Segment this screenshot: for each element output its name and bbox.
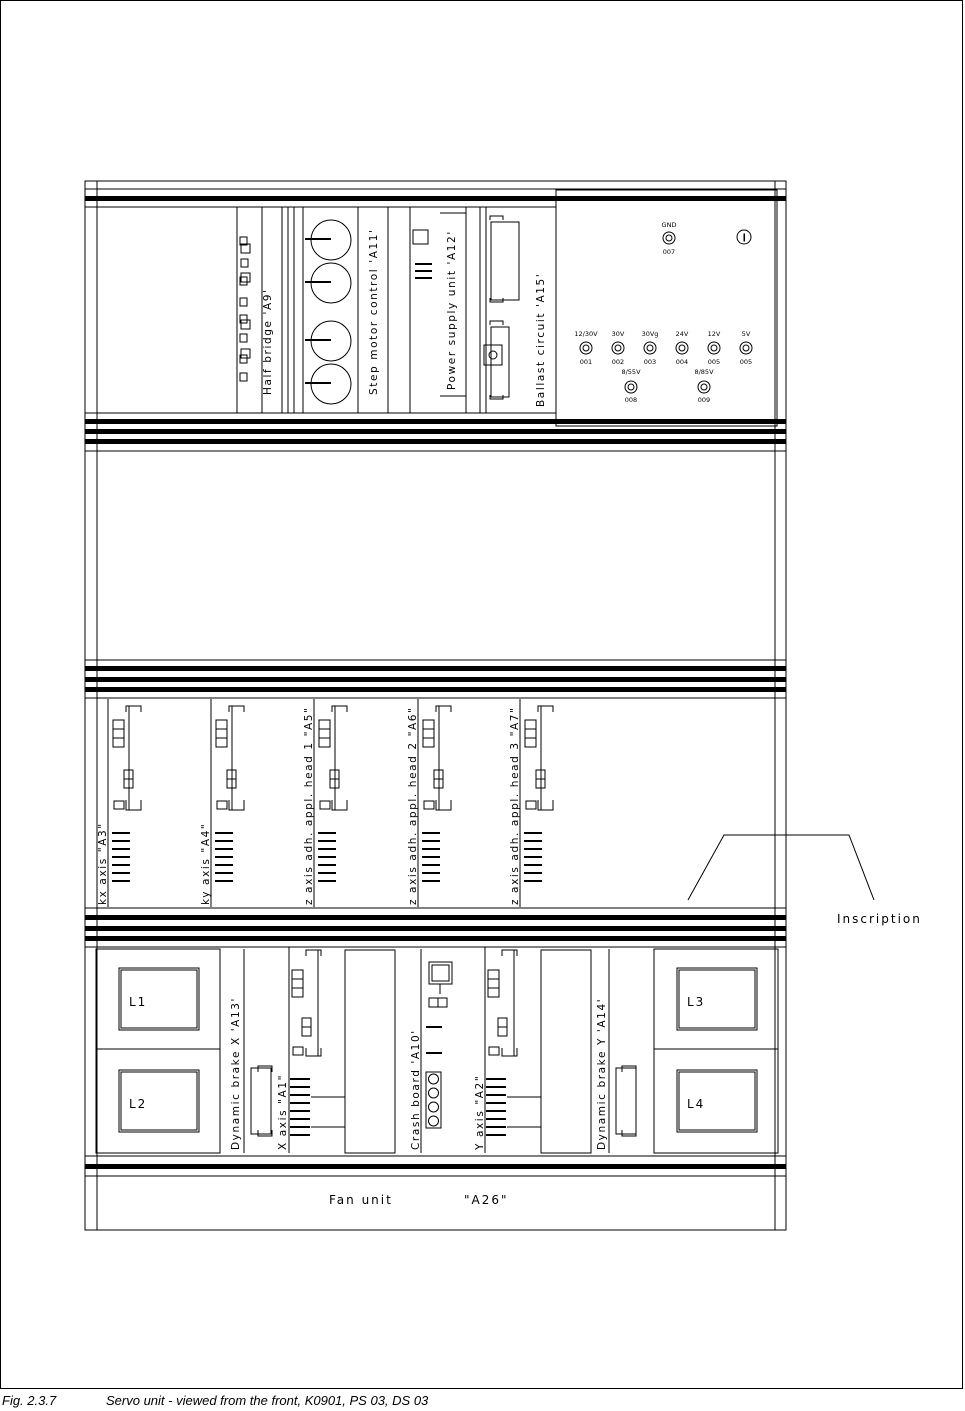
card-a4 <box>211 699 244 907</box>
dyn-brake-x-label: Dynamic brake X 'A13' <box>230 996 242 1150</box>
socket-label: 8/55V <box>621 368 641 376</box>
l3-label: L3 <box>687 995 706 1009</box>
l3-box <box>654 949 778 1049</box>
l4-label: L4 <box>687 1097 706 1111</box>
crash-board-label: Crash board 'A10' <box>410 1029 422 1150</box>
x-axis-label: X axis "A1" <box>277 1073 289 1150</box>
socket-number: 005 <box>739 358 753 366</box>
l2-label: L2 <box>129 1097 148 1111</box>
socket-number: 003 <box>643 358 657 366</box>
figure-caption-text: Servo unit - viewed from the front, K0901, PS 03, DS 03 <box>106 1393 429 1408</box>
socket-label: 30V <box>611 330 625 338</box>
l2-box <box>96 1049 220 1153</box>
bottom-rack <box>96 947 778 1153</box>
socket-label: 8/85V <box>694 368 714 376</box>
inscription-label: Inscription <box>837 912 922 926</box>
middle-rack-connectors <box>112 832 542 882</box>
power-supply-label: Power supply unit 'A12' <box>446 230 458 390</box>
socket-label: 12/30V <box>574 330 598 338</box>
figure-number: Fig. 2.3.7 <box>2 1393 57 1408</box>
card-label-a6: z axis adh. appl. head 2 "A6" <box>407 706 419 905</box>
socket-label: 5V <box>741 330 751 338</box>
socket-label: 24V <box>675 330 689 338</box>
fan-unit-label: Fan unit <box>329 1193 393 1207</box>
socket-number: 008 <box>624 396 638 404</box>
top-rack <box>237 190 777 426</box>
l4-box <box>654 1049 778 1153</box>
y-axis-label: Y axis "A2" <box>474 1074 486 1150</box>
l1-box <box>96 949 220 1049</box>
card-label-a7: z axis adh. appl. head 3 "A7" <box>509 706 521 905</box>
socket-number: 005 <box>707 358 721 366</box>
dyn-brake-y-label: Dynamic brake Y 'A14' <box>596 997 608 1150</box>
card-label-a3: kx axis "A3" <box>97 822 109 905</box>
inscription-leader <box>688 835 874 900</box>
socket-label: 12V <box>707 330 721 338</box>
fan-unit-code: "A26" <box>464 1193 509 1207</box>
socket-label: 30Vg <box>641 330 659 338</box>
l1-label: L1 <box>129 995 148 1009</box>
socket-gnd-label: GND <box>661 221 677 229</box>
middle-rack <box>108 699 874 907</box>
ballast-label: Ballast circuit 'A15' <box>535 272 547 407</box>
socket-gnd-number: 007 <box>662 248 676 256</box>
card-a5 <box>314 699 347 907</box>
socket-number: 002 <box>611 358 625 366</box>
step-motor-label: Step motor control 'A11' <box>368 228 380 395</box>
socket-number: 001 <box>579 358 593 366</box>
card-a7 <box>520 699 553 907</box>
card-a3 <box>108 699 141 907</box>
socket-number: 004 <box>675 358 689 366</box>
card-a6 <box>418 699 451 907</box>
card-label-a4: ky axis "A4" <box>200 822 212 905</box>
card-label-a5: z axis adh. appl. head 1 "A5" <box>303 706 315 905</box>
half-bridge-label: Half bridge 'A9' <box>262 288 274 395</box>
socket-number: 009 <box>697 396 711 404</box>
figure-caption <box>2 1393 428 1408</box>
